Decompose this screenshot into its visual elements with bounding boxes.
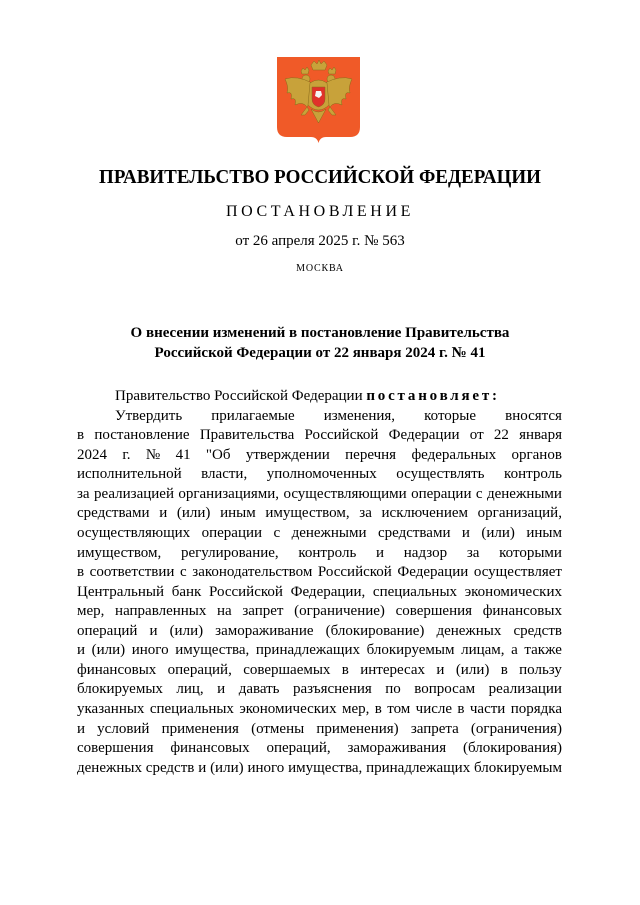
body-word: экономических xyxy=(239,701,337,717)
body-word: том xyxy=(387,701,411,717)
body-word: давать xyxy=(238,681,280,698)
body-word: банк xyxy=(171,583,202,600)
body-word: совершения xyxy=(395,603,473,620)
body-word: (или) xyxy=(91,642,126,659)
body-word: Центральный xyxy=(77,583,165,600)
body-word: Российской xyxy=(304,427,379,444)
body-word: иного xyxy=(247,759,285,776)
body-word: средств xyxy=(145,759,195,776)
body-word: блокируемым xyxy=(366,642,455,659)
intro-text: Правительство Российской Федерации xyxy=(115,388,367,404)
document-title xyxy=(60,323,580,363)
body-word: по xyxy=(385,681,401,698)
body-word: и xyxy=(436,661,445,678)
body-word: и xyxy=(149,622,158,639)
body-word: принадлежащих xyxy=(255,642,361,659)
body-word: условий xyxy=(97,720,150,737)
body-word: от xyxy=(469,427,484,444)
body-word: запрет xyxy=(242,603,284,620)
body-word: (или) xyxy=(210,759,244,776)
body-word: а xyxy=(511,642,518,659)
body-word: (отмены xyxy=(251,720,305,737)
body-word: средствами xyxy=(77,505,150,522)
body-word: (или) xyxy=(481,524,515,541)
body-word: осуществляющих xyxy=(77,524,191,541)
body-word: осуществляющими xyxy=(283,485,407,502)
body-word: (ограничения) xyxy=(470,720,562,737)
body-word: и xyxy=(376,544,385,561)
body-word: и xyxy=(198,759,207,776)
body-line xyxy=(77,407,562,427)
body-word: совершения xyxy=(77,740,154,757)
body-word: на xyxy=(217,603,232,620)
body-word: Российской xyxy=(317,564,392,581)
body-word: мер, xyxy=(77,603,105,620)
body-word: 2024 xyxy=(77,446,107,463)
body-line xyxy=(77,583,562,603)
body-word: указанных xyxy=(77,701,145,717)
body-word: реализации xyxy=(488,681,562,698)
body-word: осуществляет xyxy=(473,564,562,581)
body-word: (или) xyxy=(455,661,490,678)
body-word: операций, xyxy=(266,740,331,757)
body-word: перечня xyxy=(345,446,397,463)
body-word: (или) xyxy=(169,622,204,639)
body-word: Российской xyxy=(209,583,283,600)
body-word: за xyxy=(77,485,90,502)
body-line xyxy=(77,446,562,466)
body-word: имущества, xyxy=(175,642,250,659)
body-word: федеральных xyxy=(411,446,497,463)
body-word: контроль xyxy=(298,544,357,561)
body-word: имуществом, xyxy=(265,505,350,522)
body-word: организаций, xyxy=(477,505,562,522)
body-word: средствами xyxy=(377,524,451,541)
intro-line xyxy=(77,387,562,407)
body-word: законодательством xyxy=(192,564,313,581)
body-word: порядка xyxy=(510,701,562,717)
body-word: имущества, xyxy=(288,759,363,776)
body-word: применения xyxy=(161,720,239,737)
body-word: средств xyxy=(513,622,562,639)
body-word: денежных xyxy=(436,622,502,639)
body-line xyxy=(77,426,562,446)
body-word: запрета xyxy=(410,720,459,737)
body-word: в xyxy=(77,427,85,444)
body-word: и xyxy=(217,681,226,698)
body-word: за xyxy=(466,544,480,561)
body-word: части xyxy=(469,701,506,717)
body-word: реализацией xyxy=(94,485,174,502)
body-word: Федерации, xyxy=(290,583,366,600)
body-word: блокируемых xyxy=(77,681,163,698)
body-word: января xyxy=(519,427,562,444)
body-word: контроль xyxy=(504,466,562,483)
body-word: интересах xyxy=(360,661,426,678)
body-word: и xyxy=(461,524,470,541)
body-word: в xyxy=(341,661,349,678)
body-line xyxy=(77,544,562,564)
body-word: мер, xyxy=(341,701,370,717)
body-line xyxy=(77,720,562,740)
body-line xyxy=(77,759,562,779)
body-word: прилагаемые xyxy=(211,407,295,424)
body-line xyxy=(77,485,562,505)
body-line xyxy=(77,504,562,524)
body-line xyxy=(77,739,562,759)
body-word: также xyxy=(524,642,562,659)
body-word: иного xyxy=(131,642,169,659)
government-name: ПРАВИТЕЛЬСТВО РОССИЙСКОЙ ФЕДЕРАЦИИ xyxy=(99,166,541,188)
body-paragraph xyxy=(77,407,562,779)
document-body xyxy=(77,387,562,778)
body-line xyxy=(77,661,562,681)
body-word: Правительства xyxy=(199,427,295,444)
body-word: утверждении xyxy=(245,446,330,463)
body-word: Утвердить xyxy=(115,407,183,424)
body-line xyxy=(77,641,562,661)
document-date-number: от 26 апреля 2025 г. № 563 xyxy=(235,233,405,249)
body-word: вопросам xyxy=(414,681,476,698)
body-word: которые xyxy=(424,407,477,424)
document-title-line: Российской Федерации от 22 января 2024 г. № 41 xyxy=(154,345,486,361)
body-word: (блокирования) xyxy=(462,740,562,757)
body-word: исключением xyxy=(381,505,469,522)
body-word: денежных xyxy=(77,759,142,776)
body-word: изменения, xyxy=(323,407,396,424)
body-word: финансовых xyxy=(77,661,157,678)
body-word: (блокирование) xyxy=(325,622,425,639)
body-word: операции xyxy=(201,524,263,541)
body-word: и xyxy=(159,505,168,522)
document-city: МОСКВА xyxy=(296,263,344,274)
body-word: органов xyxy=(511,446,562,463)
coat-of-arms-emblem xyxy=(277,57,360,143)
body-word: (или) xyxy=(176,505,211,522)
body-line xyxy=(77,524,562,544)
body-word: финансовых xyxy=(482,603,562,620)
body-word: специальных xyxy=(149,701,234,717)
body-word: лиц, xyxy=(176,681,204,698)
body-word: лицам, xyxy=(461,642,505,659)
body-word: разъяснения xyxy=(293,681,372,698)
intro-keyword: постановляет: xyxy=(366,388,500,404)
body-word: принадлежащих xyxy=(366,759,471,776)
body-word: денежными xyxy=(486,485,562,502)
body-word: с xyxy=(273,524,281,541)
body-word: направленных xyxy=(115,603,207,620)
body-word: (ограничение) xyxy=(294,603,385,620)
body-word: применения) xyxy=(316,720,399,737)
body-word: 22 xyxy=(493,427,509,444)
body-word: в xyxy=(500,661,508,678)
body-word: пользу xyxy=(519,661,562,678)
body-line xyxy=(77,563,562,583)
body-word: с xyxy=(180,564,187,581)
body-line xyxy=(77,680,562,700)
body-line xyxy=(77,602,562,622)
body-line xyxy=(77,465,562,485)
body-word: за xyxy=(359,505,372,522)
body-word: специальных xyxy=(372,583,458,600)
body-word: замораживание xyxy=(215,622,314,639)
body-word: и xyxy=(77,720,86,737)
body-word: в xyxy=(374,701,382,717)
body-word: регулирование, xyxy=(180,544,279,561)
body-word: денежными xyxy=(291,524,367,541)
body-line xyxy=(77,622,562,642)
body-word: "Об xyxy=(205,446,231,463)
body-word: которыми xyxy=(499,544,562,561)
body-word: иным xyxy=(526,524,562,541)
body-word: Федерации xyxy=(397,564,469,581)
body-word: № xyxy=(145,446,161,463)
body-word: операций, xyxy=(167,661,232,678)
body-word: совершаемых xyxy=(243,661,331,678)
body-word: постановление xyxy=(94,427,190,444)
body-word: блокируемым xyxy=(474,759,562,776)
body-word: вносятся xyxy=(505,407,562,424)
body-word: соответствии xyxy=(89,564,175,581)
body-word: осуществлять xyxy=(396,466,485,483)
document-type: ПОСТАНОВЛЕНИЕ xyxy=(226,203,414,220)
body-word: уполномоченных xyxy=(266,466,377,483)
body-word: замораживания xyxy=(347,740,447,757)
body-word: операции xyxy=(411,485,472,502)
body-word: 41 xyxy=(175,446,191,463)
body-word: г. xyxy=(122,446,131,463)
body-word: имуществом, xyxy=(77,544,162,561)
body-word: исполнительной xyxy=(77,466,182,483)
body-word: числе xyxy=(415,701,453,717)
body-word: организациями, xyxy=(178,485,280,502)
body-word: финансовых xyxy=(170,740,250,757)
body-word: операций xyxy=(77,622,138,639)
body-word: Федерации xyxy=(388,427,460,444)
body-word: экономических xyxy=(464,583,562,600)
body-word: в xyxy=(457,701,465,717)
body-word: в xyxy=(77,564,85,581)
body-line xyxy=(77,700,562,720)
body-word: и xyxy=(77,642,86,659)
body-word: надзор xyxy=(403,544,448,561)
body-word: власти, xyxy=(201,466,248,483)
body-word: с xyxy=(475,485,483,502)
body-word: иным xyxy=(220,505,256,522)
document-title-line: О внесении изменений в постановление Правительства xyxy=(130,325,510,341)
